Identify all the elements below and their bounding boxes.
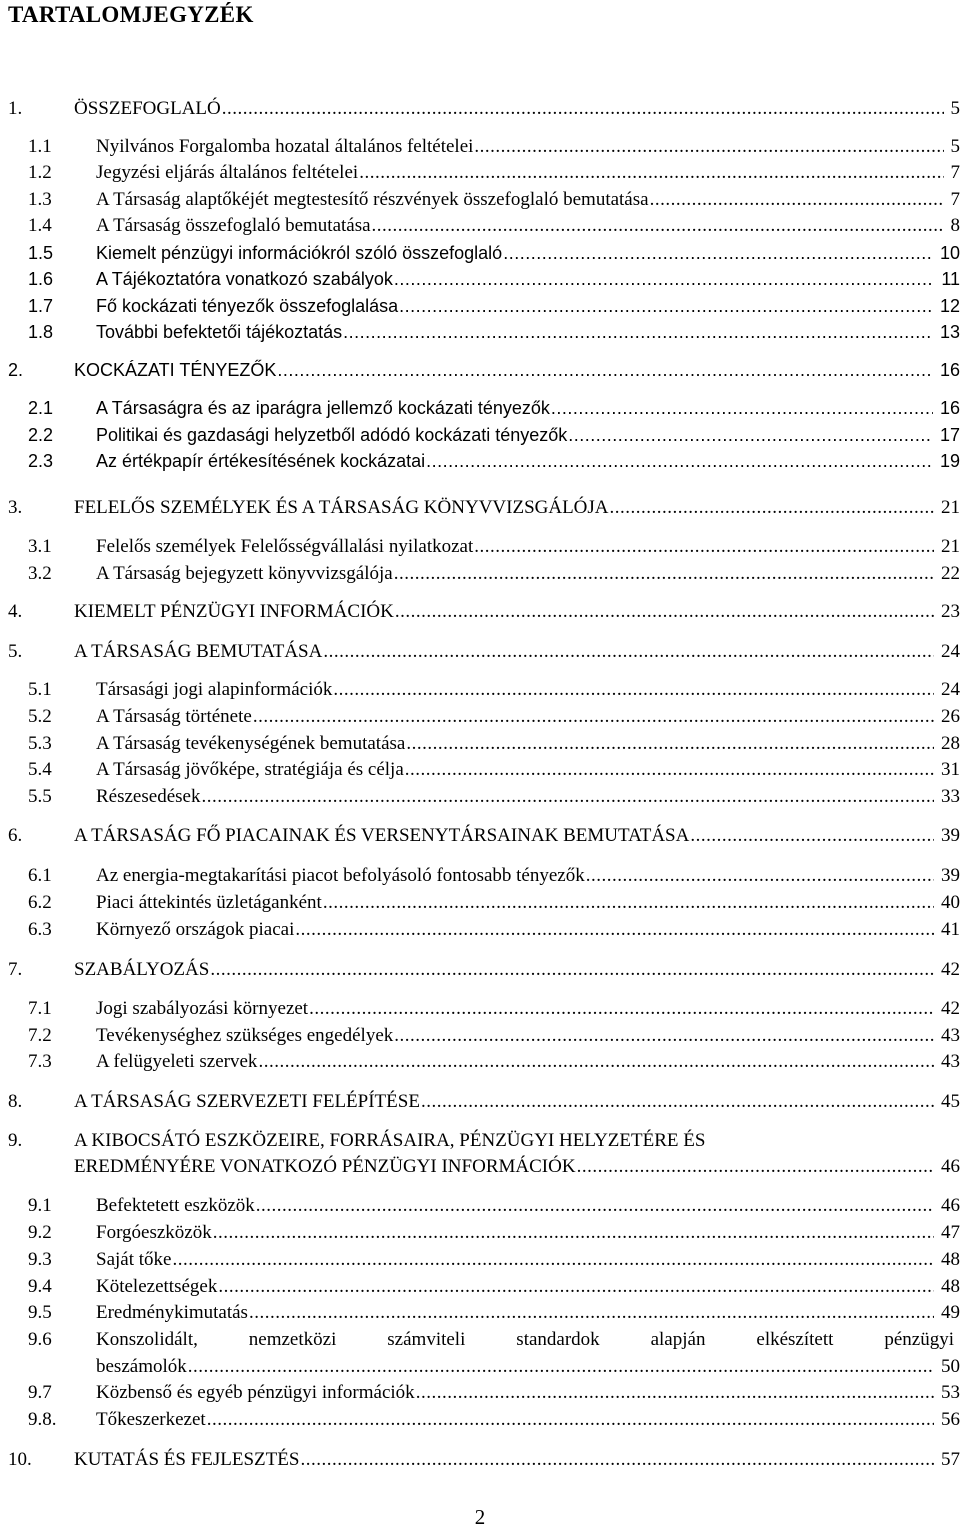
toc-entry-page: 50 — [941, 1356, 960, 1377]
toc-entry-page: 12 — [939, 296, 960, 316]
toc-entry-title: Eredménykimutatás — [96, 1302, 248, 1323]
toc-entry-page: 13 — [939, 322, 960, 342]
toc-entry-number: 9.4 — [28, 1276, 52, 1297]
toc-entry-title: Tőkeszerkezet — [96, 1409, 206, 1430]
toc-entry-title: A TÁRSASÁG BEMUTATÁSA — [74, 641, 323, 662]
toc-entry-number: 7.3 — [28, 1051, 52, 1072]
toc-entry-page: 46 — [941, 1195, 960, 1216]
toc-entry[interactable] — [28, 448, 960, 474]
toc-entry-title: Az energia-megtakarítási piacot befolyásoló fontosabb tényezők — [96, 865, 585, 886]
toc-entry-page: 22 — [941, 563, 960, 584]
toc-entry-page: 33 — [941, 786, 960, 807]
toc-entry[interactable] — [28, 1023, 960, 1049]
dot-leader — [568, 422, 933, 448]
toc-entry[interactable] — [8, 639, 960, 665]
dot-leader — [395, 599, 934, 625]
toc-entry-title: Tevékenységhez szükséges engedélyek — [96, 1025, 394, 1046]
dot-leader — [333, 677, 934, 703]
dot-leader — [207, 1407, 934, 1433]
toc-entry-page: 26 — [941, 706, 960, 727]
toc-entry-page: 41 — [941, 919, 960, 940]
toc-entry[interactable] — [28, 890, 960, 916]
toc-entry-first-line[interactable] — [8, 1128, 960, 1154]
toc-entry-page: 48 — [941, 1249, 960, 1270]
dot-leader — [405, 757, 934, 783]
toc-entry-number: 5.3 — [28, 733, 52, 754]
toc-entry-page: 7 — [950, 189, 960, 210]
toc-entry[interactable] — [28, 704, 960, 730]
dot-leader — [650, 187, 944, 213]
toc-entry-number: 1.8 — [28, 322, 54, 342]
toc-entry-number: 6.3 — [28, 919, 52, 940]
toc-entry-page: 31 — [941, 759, 960, 780]
toc-entry-number: 7.2 — [28, 1025, 52, 1046]
toc-entry-title: Konszolidált, nemzetközi számviteli standardok alapján elkészített pénzügyi — [96, 1329, 954, 1350]
toc-entry[interactable] — [28, 534, 960, 560]
dot-leader — [210, 957, 934, 983]
toc-entry-title: A Társaság alaptőkéjét megtestesítő részvények összefoglaló bemutatása — [96, 189, 649, 210]
toc-entry-page: 42 — [941, 998, 960, 1019]
dot-leader — [213, 1220, 934, 1246]
toc-entry-title: ÖSSZEFOGLALÓ — [74, 98, 221, 119]
toc-entry[interactable] — [28, 1380, 960, 1406]
dot-leader — [421, 1089, 934, 1115]
dot-leader — [359, 160, 943, 186]
toc-entry-number: 2.3 — [28, 451, 54, 471]
toc-entry[interactable] — [28, 1193, 960, 1219]
dot-leader — [416, 1380, 934, 1406]
toc-entry-page: 7 — [950, 162, 960, 183]
toc-entry[interactable] — [28, 863, 960, 889]
toc-entry-number: 5.4 — [28, 759, 52, 780]
toc-entry-title-continued: beszámolók — [96, 1356, 187, 1377]
toc-entry-title: A felügyeleti szervek — [96, 1051, 258, 1072]
toc-entry-page: 49 — [941, 1302, 960, 1323]
page-number: 2 — [474, 1505, 486, 1529]
toc-entry-number: 1.3 — [28, 189, 52, 210]
toc-entry-title: Társasági jogi alapinformációk — [96, 679, 333, 700]
toc-entry-page: 28 — [941, 733, 960, 754]
toc-entry-title: Az értékpapír értékesítésének kockázatai — [96, 451, 426, 471]
toc-entry[interactable] — [8, 96, 960, 122]
toc-entry-page: 8 — [950, 215, 960, 236]
toc-entry[interactable] — [8, 957, 960, 983]
toc-entry-page: 17 — [939, 425, 960, 445]
toc-entry-page: 21 — [941, 536, 960, 557]
toc-entry-first-line[interactable] — [28, 1327, 96, 1353]
toc-entry-number: 10. — [8, 1449, 32, 1470]
toc-entry-page: 16 — [939, 360, 960, 380]
toc-entry[interactable] — [28, 1274, 960, 1300]
toc-entry-page: 43 — [941, 1025, 960, 1046]
toc-title: TARTALOMJEGYZÉK — [8, 2, 254, 27]
dot-leader — [690, 823, 934, 849]
toc-entry[interactable] — [28, 187, 960, 213]
toc-entry[interactable] — [28, 240, 960, 266]
toc-entry[interactable] — [8, 1447, 960, 1473]
toc-entry-title: További befektetői tájékoztatás — [96, 322, 343, 342]
toc-entry-title: A Társaság összefoglaló bemutatása — [96, 215, 371, 236]
toc-entry[interactable] — [28, 134, 960, 160]
toc-entry-number: 1.2 — [28, 162, 52, 183]
toc-entry-number: 5.2 — [28, 706, 52, 727]
dot-leader — [610, 495, 934, 521]
toc-entry[interactable] — [28, 1300, 960, 1326]
toc-entry-title: A KIBOCSÁTÓ ESZKÖZEIRE, FORRÁSAIRA, PÉNZÜGYI HELYZETÉRE ÉS — [74, 1130, 706, 1151]
toc-entry-number: 5.5 — [28, 786, 52, 807]
toc-entry-title: A Társaság bejegyzett könyvvizsgálója — [96, 563, 393, 584]
toc-entry-number: 9.1 — [28, 1195, 52, 1216]
toc-entry[interactable] — [28, 1220, 960, 1246]
toc-entry-number: 9.7 — [28, 1382, 52, 1403]
toc-entry-title: Befektetett eszközök — [96, 1195, 255, 1216]
toc-entry-page: 40 — [941, 892, 960, 913]
dot-leader — [222, 96, 944, 122]
toc-entry-title-continued: EREDMÉNYÉRE VONATKOZÓ PÉNZÜGYI INFORMÁCIÓK — [74, 1156, 576, 1177]
dot-leader — [503, 240, 933, 266]
toc-entry[interactable] — [28, 319, 960, 345]
toc-entry-number: 9.6 — [28, 1329, 52, 1350]
dot-leader — [394, 1023, 934, 1049]
dot-leader — [406, 731, 934, 757]
toc-entry-number: 1.5 — [28, 243, 54, 263]
dot-leader — [323, 639, 934, 665]
toc-entry-page: 23 — [941, 601, 960, 622]
toc-entry-title: Piaci áttekintés üzletáganként — [96, 892, 322, 913]
toc-entry-page: 39 — [941, 865, 960, 886]
dot-leader — [218, 1274, 934, 1300]
toc-entry-number: 9.2 — [28, 1222, 52, 1243]
toc-entry[interactable] — [28, 293, 960, 319]
toc-entry-title: Jogi szabályozási környezet — [96, 998, 309, 1019]
toc-entry-page: 5 — [950, 98, 960, 119]
toc-entry[interactable] — [28, 395, 960, 421]
toc-entry-title: SZABÁLYOZÁS — [74, 959, 210, 980]
toc-entry-title: Kötelezettségek — [96, 1276, 218, 1297]
dot-leader — [474, 534, 934, 560]
toc-entry-continuation[interactable] — [28, 1354, 960, 1380]
toc-entry-number: 1.6 — [28, 269, 54, 289]
toc-entry[interactable] — [28, 266, 960, 292]
dot-leader — [253, 704, 934, 730]
toc-entry-title: A Társaság története — [96, 706, 252, 727]
toc-entry[interactable] — [28, 731, 960, 757]
toc-entry-page: 45 — [941, 1091, 960, 1112]
toc-entry-number: 7.1 — [28, 998, 52, 1019]
toc-entry-number: 3.2 — [28, 563, 52, 584]
toc-entry-title: A Társaság tevékenységének bemutatása — [96, 733, 406, 754]
dot-leader — [343, 319, 933, 345]
toc-entry-title: Közbenső és egyéb pénzügyi információk — [96, 1382, 415, 1403]
dot-leader — [323, 890, 934, 916]
toc-entry-number: 2. — [8, 360, 24, 380]
toc-entry-title: A TÁRSASÁG SZERVEZETI FELÉPÍTÉSE — [74, 1091, 420, 1112]
toc-entry[interactable] — [28, 1407, 960, 1433]
toc-entry-page: 24 — [941, 679, 960, 700]
toc-entry-number: 9.3 — [28, 1249, 52, 1270]
toc-entry-page: 5 — [950, 136, 960, 157]
dot-leader — [309, 996, 934, 1022]
dot-leader — [399, 293, 933, 319]
dot-leader — [300, 1447, 934, 1473]
toc-entry-page: 21 — [941, 497, 960, 518]
toc-entry-title: A Társaság jövőképe, stratégiája és célja — [96, 759, 404, 780]
toc-entry-page: 16 — [939, 398, 960, 418]
dot-leader — [249, 1300, 934, 1326]
toc-entry[interactable] — [28, 1247, 960, 1273]
dot-leader — [258, 1049, 934, 1075]
toc-entry-number: 9.5 — [28, 1302, 52, 1323]
toc-entry-page: 19 — [939, 451, 960, 471]
toc-entry-number: 6.2 — [28, 892, 52, 913]
toc-entry-number: 1. — [8, 98, 23, 119]
toc-entry[interactable] — [8, 823, 960, 849]
toc-entry-page: 43 — [941, 1051, 960, 1072]
toc-entry-number: 1.1 — [28, 136, 52, 157]
toc-entry-title: Részesedések — [96, 786, 201, 807]
toc-entry-number: 7. — [8, 959, 23, 980]
toc-entry-title: A TÁRSASÁG FŐ PIACAINAK ÉS VERSENYTÁRSAINAK BEMUTATÁSA — [74, 825, 690, 846]
dot-leader — [474, 134, 943, 160]
toc-entry-title: Felelős személyek Felelősségvállalási nyilatkozat — [96, 536, 474, 557]
toc-entry-title: A Tájékoztatóra vonatkozó szabályok — [96, 269, 393, 289]
toc-entry-title: Jegyzési eljárás általános feltételei — [96, 162, 359, 183]
toc-entry[interactable] — [28, 561, 960, 587]
toc-entry[interactable] — [8, 495, 960, 521]
toc-entry-title: KIEMELT PÉNZÜGYI INFORMÁCIÓK — [74, 601, 394, 622]
dot-leader — [188, 1354, 934, 1380]
dot-leader — [277, 357, 933, 383]
toc-entry-page: 47 — [941, 1222, 960, 1243]
toc-entry-number: 9.8. — [28, 1409, 57, 1430]
toc-entry[interactable] — [8, 357, 960, 383]
dot-leader — [295, 917, 934, 943]
toc-entry-number: 5.1 — [28, 679, 52, 700]
dot-leader — [372, 213, 944, 239]
dot-leader — [394, 561, 934, 587]
dot-leader — [201, 784, 934, 810]
toc-entry-title: KOCKÁZATI TÉNYEZŐK — [74, 360, 277, 380]
toc-entry-title: KUTATÁS ÉS FEJLESZTÉS — [74, 1449, 300, 1470]
toc-entry[interactable] — [8, 599, 960, 625]
toc-entry-title: Fő kockázati tényezők összefoglalása — [96, 296, 399, 316]
toc-entry-number: 9. — [8, 1130, 23, 1151]
toc-entry[interactable] — [28, 757, 960, 783]
dot-leader — [586, 863, 934, 889]
dot-leader — [394, 266, 934, 292]
toc-entry-title: Nyilvános Forgalomba hozatal általános feltételei — [96, 136, 474, 157]
toc-entry-page: 48 — [941, 1276, 960, 1297]
toc-entry-title: Forgóeszközök — [96, 1222, 212, 1243]
toc-entry[interactable] — [8, 1089, 960, 1115]
toc-entry[interactable] — [28, 917, 960, 943]
toc-entry-number: 5. — [8, 641, 23, 662]
toc-entry-continuation[interactable] — [8, 1154, 960, 1180]
toc-entry[interactable] — [28, 677, 960, 703]
toc-entry-number: 3. — [8, 497, 23, 518]
toc-entry-title: Saját tőke — [96, 1249, 172, 1270]
toc-entry-number: 1.7 — [28, 296, 54, 316]
toc-entry[interactable] — [28, 422, 960, 448]
toc-entry-page: 10 — [939, 243, 960, 263]
toc-entry-title: Politikai és gazdasági helyzetből adódó kockázati tényezők — [96, 425, 568, 445]
toc-entry[interactable] — [28, 996, 960, 1022]
dot-leader — [577, 1154, 934, 1180]
toc-entry-number: 1.4 — [28, 215, 52, 236]
toc-entry[interactable] — [28, 213, 960, 239]
toc-entry-number: 8. — [8, 1091, 23, 1112]
toc-entry[interactable] — [28, 160, 960, 186]
toc-entry-page: 42 — [941, 959, 960, 980]
toc-entry[interactable] — [28, 1049, 960, 1075]
toc-entry-title: FELELŐS SZEMÉLYEK ÉS A TÁRSASÁG KÖNYVVIZSGÁLÓJA — [74, 497, 609, 518]
toc-entry-page: 53 — [941, 1382, 960, 1403]
toc-entry-number: 6.1 — [28, 865, 52, 886]
toc-entry-number: 6. — [8, 825, 23, 846]
dot-leader — [256, 1193, 934, 1219]
toc-entry-number: 2.2 — [28, 425, 54, 445]
toc-entry-page: 11 — [941, 269, 960, 289]
dot-leader — [426, 448, 933, 474]
toc-entry-title: Kiemelt pénzügyi információkról szóló összefoglaló — [96, 243, 503, 263]
dot-leader — [551, 395, 933, 421]
toc-entry-page: 56 — [941, 1409, 960, 1430]
toc-entry-page: 46 — [941, 1156, 960, 1177]
dot-leader — [172, 1247, 934, 1273]
toc-entry-number: 2.1 — [28, 398, 54, 418]
toc-entry-page: 24 — [941, 641, 960, 662]
toc-entry-page: 57 — [941, 1449, 960, 1470]
toc-entry-page: 39 — [941, 825, 960, 846]
toc-entry-title: Környező országok piacai — [96, 919, 295, 940]
toc-entry-number: 4. — [8, 601, 23, 622]
toc-entry-number: 3.1 — [28, 536, 52, 557]
toc-entry[interactable] — [28, 784, 960, 810]
toc-entry-title: A Társaságra és az iparágra jellemző kockázati tényezők — [96, 398, 550, 418]
